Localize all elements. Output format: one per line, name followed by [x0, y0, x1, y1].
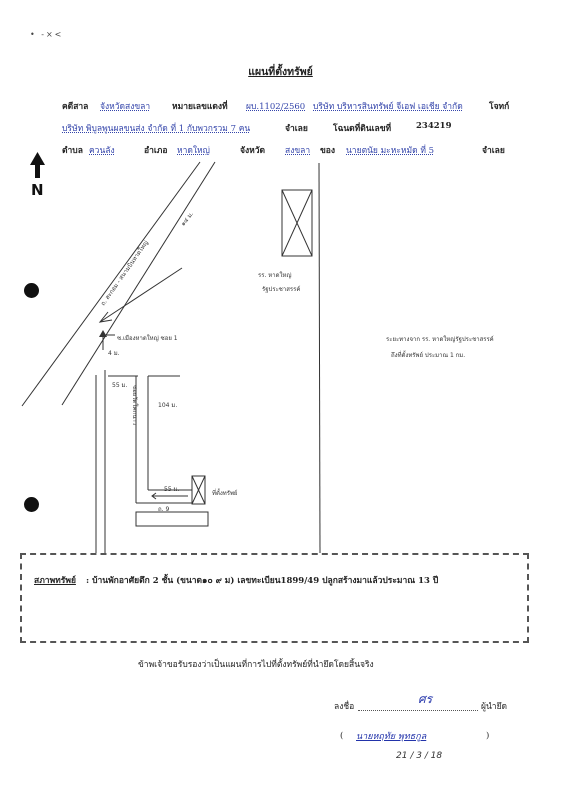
- school-label: รัฐประชาสรรค์: [262, 286, 301, 293]
- distance-label: ถ. 9: [158, 506, 170, 513]
- condition-text: : บ้านพักอาศัยตึก 2 ชั้น (ขนาด๑๐ ๙ ม) เลขทะเบียน1899/49 ปลูกสร้างมาแล้วประมาณ 13 ปี: [86, 576, 439, 586]
- signature-line: [358, 710, 478, 711]
- distance-label: 55 ม.: [112, 382, 128, 389]
- property-marker: [192, 476, 205, 504]
- province-value: สงขลา: [285, 146, 311, 156]
- black-no-value: ผบ.1102/2560: [246, 102, 306, 112]
- defendant-label: จำเลย: [285, 124, 308, 134]
- plaintiff-value: บริษัท บริหารสินทรัพย์ จีเอฟ เอเชีย จำกัด: [313, 102, 463, 112]
- case-label: คดีสาล: [62, 102, 89, 112]
- distance-note: ระยะทางจาก รร. หาดใหญ่รัฐประชาสรรค์: [386, 336, 494, 343]
- property-label: ที่ตั้งทรัพย์: [212, 490, 238, 497]
- seizer-label: ผู้นำยึด: [481, 702, 508, 712]
- soi-label: ซ.เมืองหาดใหญ่ ซอย 1: [117, 335, 178, 342]
- name-open-paren: (: [340, 731, 344, 741]
- deed-value: 234219: [416, 121, 452, 131]
- road-name-label: ถ. สะกอม - สนามบินหาดใหญ่: [99, 239, 150, 308]
- sign-date: 21 / 3 / 18: [396, 751, 443, 761]
- subdistrict-label: ตำบล: [62, 146, 83, 156]
- of-label: ของ: [320, 146, 336, 156]
- north-label: N: [31, 181, 44, 199]
- defendant-value: บริษัท พิบูลพูนผลขนส่ง จำกัด ที่ 1 กับพวกรวม 7 คน: [62, 124, 251, 134]
- lane-label: ซอยวัดโคกนาว: [131, 385, 138, 426]
- distance-label: 104 ม.: [158, 402, 178, 409]
- boundary-line: [319, 163, 320, 553]
- province-label: จังหวัด: [240, 146, 266, 156]
- north-arrow-icon: [30, 152, 45, 178]
- certification-text: ข้าพเจ้าขอรับรองว่าเป็นแผนที่การไปที่ตั้งทรัพย์ที่นำยึดโดยสิ้นจริง: [138, 660, 374, 670]
- signature-mark: ศร: [418, 692, 433, 706]
- distance-label: 55 ม.: [164, 486, 180, 493]
- owner-role: จำเลย: [482, 146, 505, 156]
- deed-label: โฉนดที่ดินเลขที่: [333, 124, 392, 134]
- district-label: อำเภอ: [144, 146, 168, 156]
- school-marker: [282, 190, 312, 256]
- owner-value: นายตนัย มะหะหมัด ที่ 5: [346, 146, 435, 156]
- corner-marks: • -×<: [30, 30, 64, 39]
- condition-label: สภาพทรัพย์: [34, 576, 76, 586]
- school-label: รร. หาดใหญ่: [258, 272, 292, 279]
- width-label: 4 ม.: [108, 350, 120, 357]
- black-no-label: หมายเลขแดงที่: [172, 102, 228, 112]
- name-close-paren: ): [486, 731, 490, 741]
- subdistrict-value: ควนลัง: [89, 146, 115, 156]
- page-title: แผนที่ตั้งทรัพย์: [248, 66, 313, 78]
- district-value: หาดใหญ่: [177, 146, 210, 156]
- road-width-label: ๑๔ ม.: [179, 210, 196, 228]
- property-condition-box: [20, 553, 529, 643]
- seizer-name: นายหฤทัย พุทธกูล: [356, 732, 427, 742]
- plaintiff-label: โจทก์: [489, 102, 510, 112]
- case-value: จังหวัดสงขลา: [100, 102, 151, 112]
- sign-label: ลงชื่อ: [334, 702, 355, 712]
- bottom-lane-box: [136, 512, 208, 526]
- road-edge-line: [62, 162, 215, 405]
- distance-note: ถึงที่ตั้งทรัพย์ ประมาณ 1 กม.: [391, 352, 466, 359]
